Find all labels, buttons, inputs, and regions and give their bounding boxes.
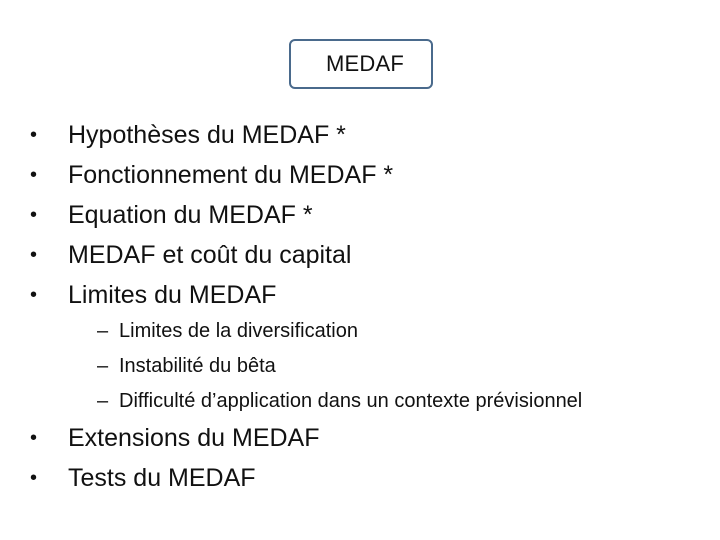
sub-list-item-text: Instabilité du bêta [119, 354, 276, 377]
sub-list-item [97, 352, 276, 380]
list-item-text: MEDAF et coût du capital [68, 240, 352, 269]
bullet-icon: • [30, 204, 38, 226]
list-item-text: Tests du MEDAF [68, 463, 256, 492]
sub-list-item-text: Difficulté d’application dans un contexte prévisionnel [119, 389, 583, 412]
list-item-text: Fonctionnement du MEDAF * [68, 160, 394, 189]
list-item-text: Equation du MEDAF * [68, 200, 313, 229]
list-item-text: Extensions du MEDAF [68, 423, 320, 452]
bullet-icon: • [30, 427, 38, 449]
list-item [30, 460, 256, 496]
list-item [30, 420, 320, 456]
list-item [30, 237, 351, 273]
dash-icon: – [97, 354, 109, 377]
slide-title: MEDAF [326, 51, 404, 76]
list-item [30, 197, 313, 233]
bullet-icon: • [30, 467, 38, 489]
sub-list-item [97, 317, 358, 345]
dash-icon: – [97, 389, 109, 412]
sub-list-item-text: Limites de la diversification [119, 319, 358, 342]
sub-list-item [97, 387, 582, 415]
list-item [30, 117, 346, 153]
dash-icon: – [97, 319, 109, 342]
bullet-icon: • [30, 164, 38, 186]
bullet-icon: • [30, 284, 38, 306]
list-item [30, 277, 276, 313]
bullet-icon: • [30, 124, 38, 146]
bullet-icon: • [30, 244, 38, 266]
list-item [30, 157, 393, 193]
list-item-text: Limites du MEDAF [68, 280, 277, 309]
list-item-text: Hypothèses du MEDAF * [68, 120, 346, 149]
